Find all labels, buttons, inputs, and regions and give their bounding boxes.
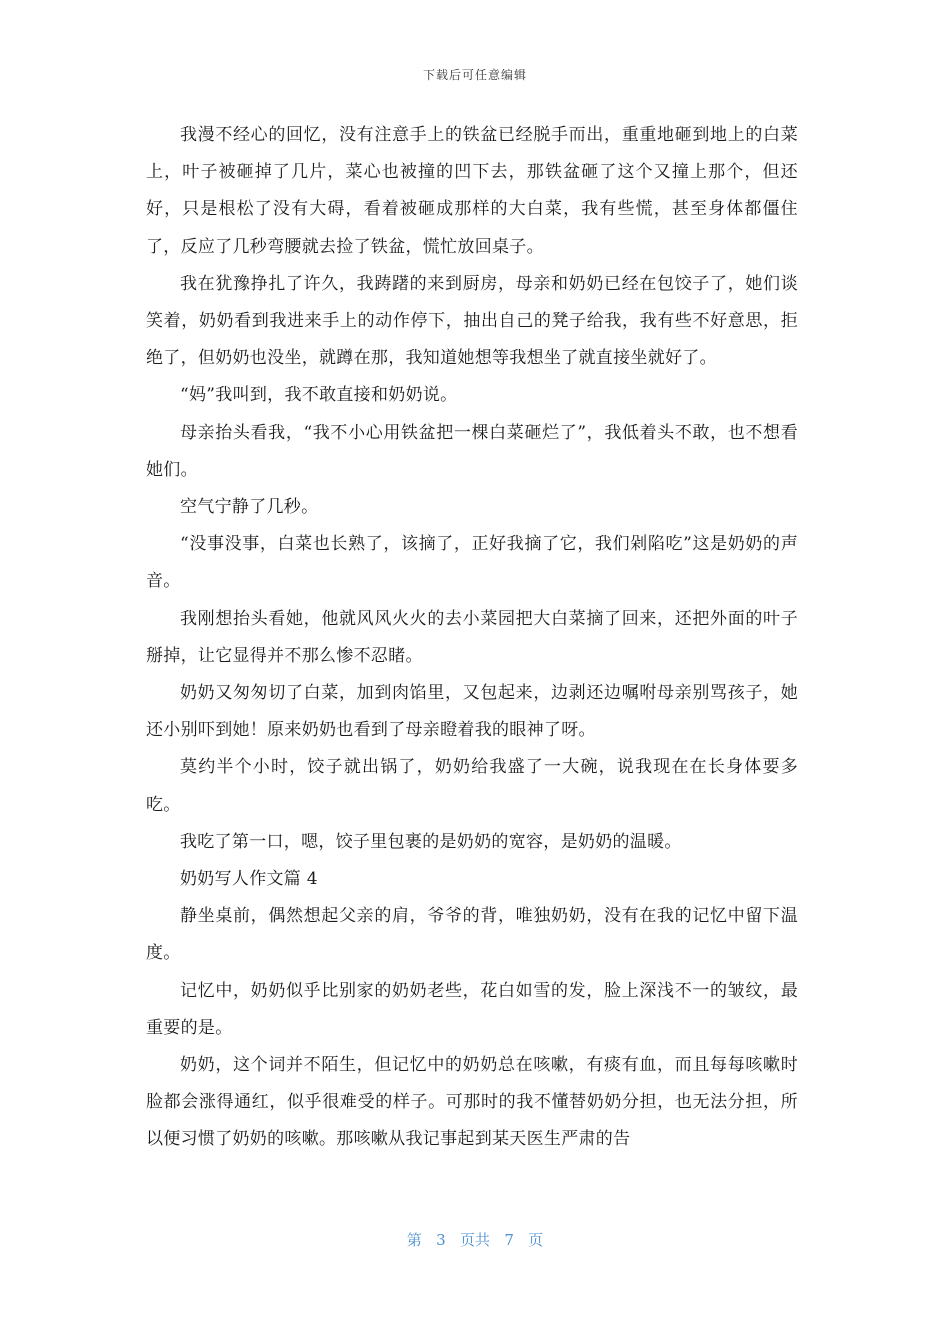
paragraph: “没事没事，白菜也长熟了，该摘了，正好我摘了它，我们剁陷吃”这是奶奶的声音。 [146, 534, 798, 592]
section-heading: 奶奶写人作文篇 4 [180, 869, 318, 890]
footer-total-pages: 7 [504, 1231, 514, 1249]
footer-middle: 页共 [459, 1231, 490, 1249]
footer-prefix: 第 [406, 1231, 422, 1249]
paragraph: 空气宁静了几秒。 [180, 497, 319, 518]
paragraph: 奶奶又匆匆切了白菜，加到肉馅里，又包起来，边剥还边嘱咐母亲别骂孩子，她还小别吓到她！原来奶奶也看到了母亲瞪着我的眼神了呀。 [146, 683, 798, 741]
document-body [146, 117, 798, 1159]
paragraph: 我吃了第一口，嗯，饺子里包裹的是奶奶的宽容，是奶奶的温暖。 [180, 831, 682, 852]
page-number-footer [0, 1229, 950, 1250]
paragraph: 奶奶，这个词并不陌生，但记忆中的奶奶总在咳嗽，有痰有血，而且每每咳嗽时脸都会涨得通红，似乎很难受的样子。可那时的我不懂替奶奶分担，也无法分担，所以便习惯了奶奶的咳嗽。那咳嗽从我记事起到某天医生严肃的告 [146, 1055, 798, 1150]
paragraph: “妈”我叫到，我不敢直接和奶奶说。 [180, 385, 458, 406]
paragraph: 莫约半个小时，饺子就出锅了，奶奶给我盛了一大碗，说我现在在长身体要多吃。 [146, 757, 798, 815]
paragraph: 记忆中，奶奶似乎比别家的奶奶老些，花白如雪的发，脸上深浅不一的皱纹，最重要的是。 [146, 980, 798, 1038]
page-header: 下载后可任意编辑 [422, 68, 527, 82]
footer-current-page: 3 [436, 1231, 446, 1249]
paragraph: 母亲抬头看我，“我不小心用铁盆把一棵白菜砸烂了”，我低着头不敢，也不想看她们。 [146, 422, 798, 480]
paragraph: 静坐桌前，偶然想起父亲的肩，爷爷的背，唯独奶奶，没有在我的记忆中留下温度。 [146, 906, 798, 964]
footer-suffix: 页 [528, 1231, 544, 1249]
paragraph: 我刚想抬头看她，他就风风火火的去小菜园把大白菜摘了回来，还把外面的叶子掰掉，让它显得并不那么惨不忍睹。 [146, 608, 798, 666]
paragraph: 我漫不经心的回忆，没有注意手上的铁盆已经脱手而出，重重地砸到地上的白菜上，叶子被砸掉了几片，菜心也被撞的凹下去，那铁盆砸了这个又撞上那个，但还好，只是根松了没有大碍，看着被砸成那样的大白菜，我有些慌，甚至身体都僵住了，反应了几秒弯腰就去捡了铁盆，慌忙放回桌子。 [146, 125, 798, 257]
paragraph: 我在犹豫挣扎了许久，我踌躇的来到厨房，母亲和奶奶已经在包饺子了，她们谈笑着，奶奶看到我进来手上的动作停下，抽出自己的凳子给我，我有些不好意思，拒绝了，但奶奶也没坐，就蹲在那，我知道她想等我想坐了就直接坐就好了。 [146, 273, 798, 369]
